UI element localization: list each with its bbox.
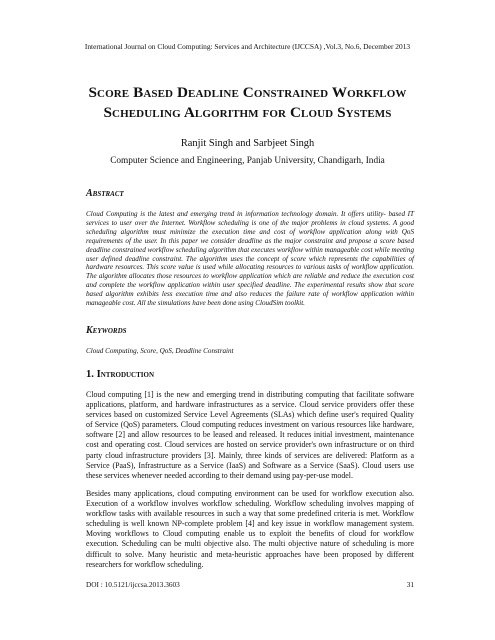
paper-title <box>40 83 455 123</box>
paper-title-line-2: Scheduling Algorithm for Cloud Systems <box>103 104 392 121</box>
introduction-heading: 1. Introduction <box>86 369 154 380</box>
paper-authors: Ranjit Singh and Sarbjeet Singh <box>180 138 315 149</box>
paper-affiliation: Computer Science and Engineering, Panjab University, Chandigarh, India <box>110 156 385 166</box>
paper-title-line-1: Score Based Deadline Constrained Workflow <box>88 84 407 101</box>
footer-doi: DOI : 10.5121/ijccsa.2013.3603 <box>86 580 180 589</box>
journal-running-header: International Journal on Cloud Computing: Services and Architecture (IJCCSA) ,Vol.3, No.6, December 2013 <box>84 42 411 51</box>
keywords-text: Cloud Computing, Score, QoS, Deadline Constraint <box>86 347 234 355</box>
keywords-heading: Keywords <box>86 325 127 336</box>
abstract-heading: Abstract <box>86 188 124 199</box>
introduction-paragraph-1: Cloud computing [1] is the new and emerging trend in distributing computing that facilitate software applications, platform, and hardware infrastructures as a service. Cloud service providers offer these services based on customized Service Level Agreements (SLAs) which define user's required Quality of Service (QoS) parameters. Cloud computing reduces investment on various resources like hardware, software [2] and allow resources to be leased and released. It reduces initial investment, maintenance cost and operating cost. Cloud services are hosted on service provider's own infrastructure or on third party cloud infrastructure providers [3]. Mainly, three kinds of services are delivered: Platform as a Service (PaaS), Infrastructure as a Service (IaaS) and Software as a Service (SaaS). Cloud users use these services whenever needed according to their demand using pay-per-use model. <box>86 390 414 480</box>
abstract-text: Cloud Computing is the latest and emerging trend in information technology domain. It offers utility- based IT services to user over the Internet. Workflow scheduling is one of the major problems in cloud systems. A good scheduling algorithm must minimize the execution time and cost of workflow application along with QoS requirements of the user. In this paper we consider deadline as the major constraint and propose a score based deadline constrained workflow scheduling algorithm that executes workflow within manageable cost while meeting user defined deadline constraint. The algorithm uses the concept of score which represents the capabilities of hardware resources. This score value is used while allocating resources to various tasks of workflow application. The algorithm allocates those resources to workflow application which are reliable and reduce the execution cost and complete the workflow application within user specified deadline. The experimental results show that score based algorithm exhibits less execution time and also reduces the failure rate of workflow application within manageable cost. All the simulations have been done using CloudSim toolkit. <box>86 210 414 308</box>
footer-page-number: 31 <box>406 580 414 589</box>
introduction-paragraph-2: Besides many applications, cloud computing environment can be used for workflow execution also. Execution of a workflow involves workflow scheduling. Workflow scheduling involves mapping of workflow tasks with available resources in such a way that some predefined criteria is met. Workflow scheduling is well known NP-complete problem [4] and key issue in workflow management system. Moving workflows to Cloud computing enable us to exploit the benefits of cloud for workflow execution. Scheduling can be multi objective also. The multi objective nature of scheduling is more difficult to solve. Many heuristic and meta-heuristic approaches have been proposed by different researchers for workflow scheduling. <box>86 489 414 569</box>
